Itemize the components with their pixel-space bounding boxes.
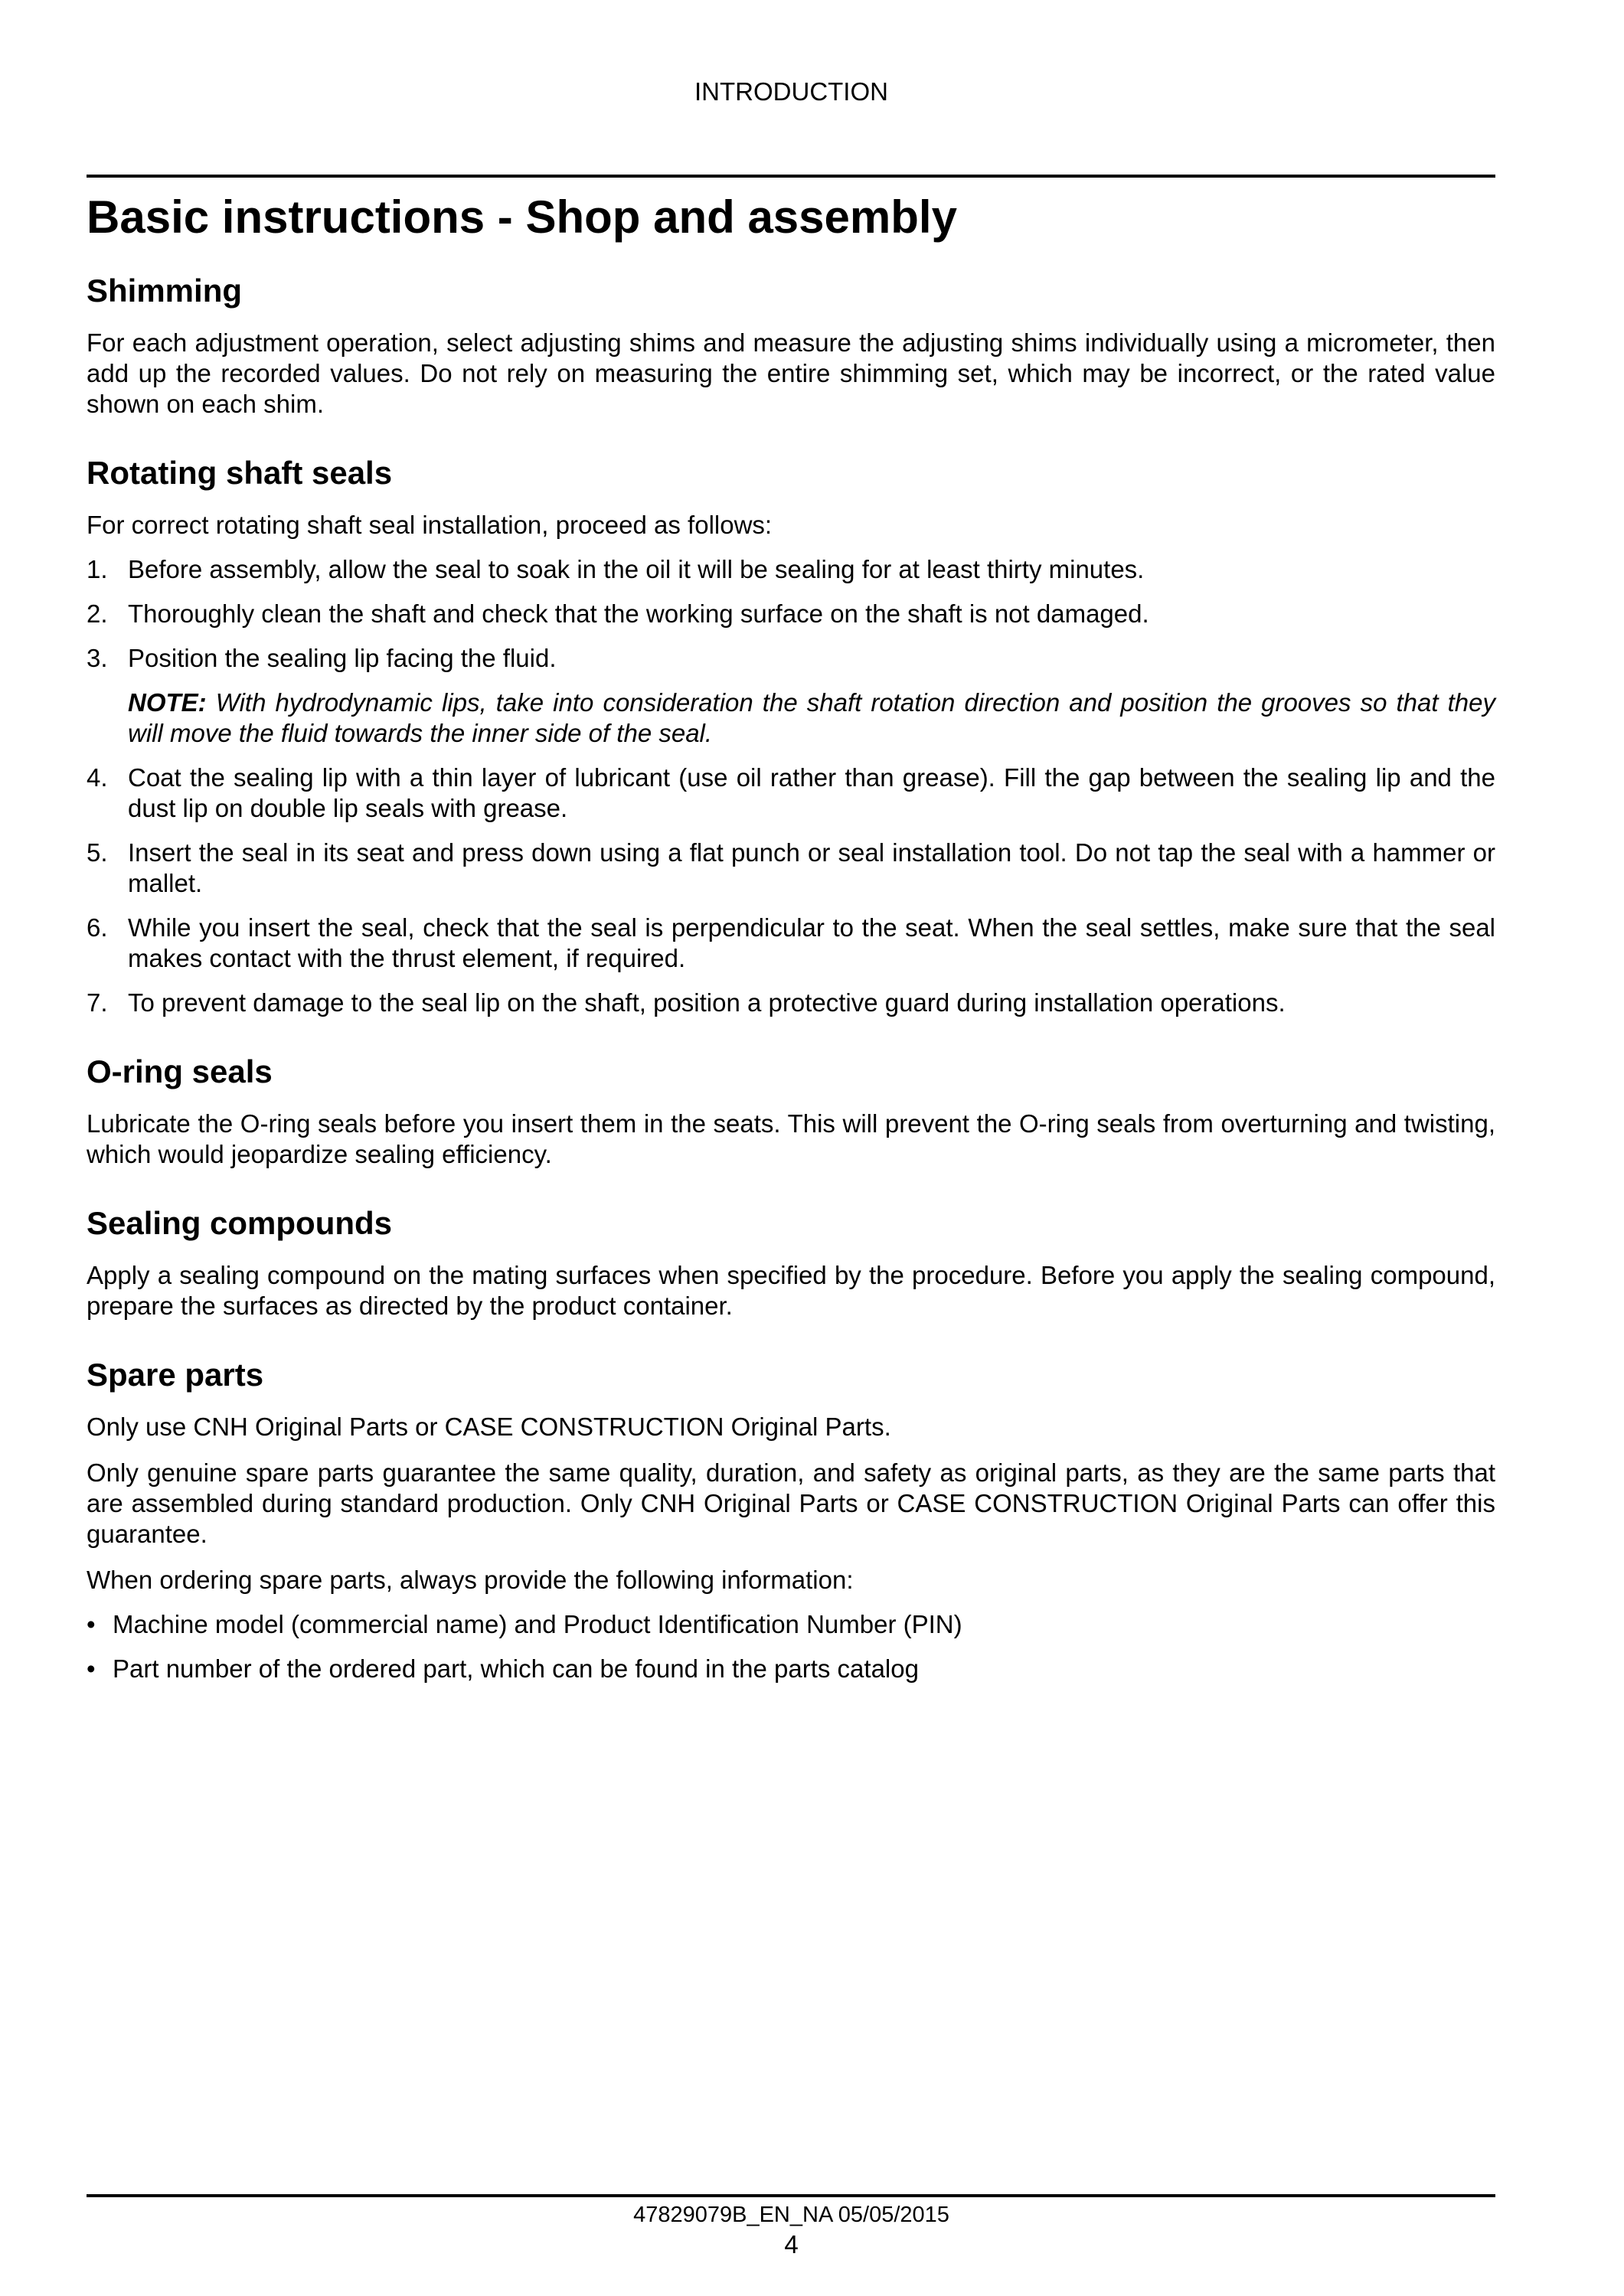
spare-parts-paragraph-3: When ordering spare parts, always provide the following information: [87, 1566, 854, 1594]
o-ring-seals-paragraph: Lubricate the O-ring seals before you insert them in the seats. This will prevent the O-ring seals from overturning and twisting, which would jeopardize sealing efficiency. [87, 1109, 1495, 1168]
step-text: While you insert the seal, check that the seal is perpendicular to the seat. When the seal settles, make sure that the seal makes contact with the thrust element, if required. [128, 913, 1495, 972]
step-text: Before assembly, allow the seal to soak in the oil it will be sealing for at least thirty minutes. [128, 555, 1145, 583]
list-item-step-5 [87, 838, 1495, 899]
bullet-icon: • [87, 1610, 96, 1638]
bullet-text: Part number of the ordered part, which can be found in the parts catalog [113, 1654, 919, 1683]
list-item-step-3 [87, 643, 1495, 674]
document-code: 47829079B_EN_NA 05/05/2015 [633, 2203, 949, 2227]
list-item [87, 1609, 1495, 1640]
page-number: 4 [784, 2230, 799, 2258]
step-number: 5. [87, 838, 108, 867]
list-item [87, 1654, 1495, 1684]
list-item-step-2 [87, 599, 1495, 629]
section-heading-rotating-shaft-seals: Rotating shaft seals [87, 455, 393, 491]
spare-parts-info-list [87, 1609, 1495, 1684]
note-label: NOTE: [128, 688, 207, 717]
shimming-paragraph: For each adjustment operation, select adjusting shims and measure the adjusting shims individually using a micrometer, then add up the recorded values. Do not rely on measuring the entire shimming set, which may be incorrect, or the rated value shown on each shim. [87, 328, 1495, 418]
step-text: Position the sealing lip facing the fluid. [128, 644, 557, 672]
step-text: To prevent damage to the seal lip on the shaft, position a protective guard during installation operations. [128, 988, 1286, 1017]
page-content [87, 178, 1495, 1684]
running-header: INTRODUCTION [694, 77, 888, 106]
step-number: 4. [87, 763, 108, 792]
list-item-step-7 [87, 988, 1495, 1018]
installation-steps-list [87, 554, 1495, 674]
spare-parts-paragraph-1: Only use CNH Original Parts or CASE CONSTRUCTION Original Parts. [87, 1413, 891, 1441]
section-heading-sealing-compounds: Sealing compounds [87, 1205, 393, 1241]
step-text: Coat the sealing lip with a thin layer of lubricant (use oil rather than grease). Fill the gap between the sealing lip and the dust lip on double lip seals with grease. [128, 763, 1495, 822]
list-item-step-1 [87, 554, 1495, 585]
footer-rule [87, 2194, 1495, 2197]
step-text: Thoroughly clean the shaft and check that the working surface on the shaft is not damaged. [128, 599, 1149, 628]
step-text: Insert the seal in its seat and press down using a flat punch or seal installation tool. Do not tap the seal with a hammer or mallet. [128, 838, 1495, 897]
bullet-text: Machine model (commercial name) and Product Identification Number (PIN) [113, 1610, 962, 1638]
bullet-icon: • [87, 1654, 96, 1683]
step-number: 6. [87, 913, 108, 942]
section-heading-o-ring-seals: O-ring seals [87, 1053, 273, 1089]
note-text: With hydrodynamic lips, take into consideration the shaft rotation direction and position the grooves so that they will move the fluid towards the inner side of the seal. [128, 688, 1495, 747]
note-callout [128, 687, 1495, 749]
step-number: 1. [87, 555, 108, 583]
page-title: Basic instructions - Shop and assembly [87, 191, 957, 243]
rotating-shaft-seals-intro: For correct rotating shaft seal installation, proceed as follows: [87, 511, 773, 539]
list-item-step-4 [87, 763, 1495, 824]
sealing-compounds-paragraph: Apply a sealing compound on the mating surfaces when specified by the procedure. Before you apply the sealing compound, prepare the surfaces as directed by the product container. [87, 1261, 1495, 1320]
section-heading-spare-parts: Spare parts [87, 1357, 264, 1393]
list-item-step-6 [87, 913, 1495, 974]
step-number: 2. [87, 599, 108, 628]
installation-steps-list-continued [87, 763, 1495, 1018]
section-heading-shimming: Shimming [87, 273, 243, 309]
step-number: 3. [87, 644, 108, 672]
step-number: 7. [87, 988, 108, 1017]
spare-parts-paragraph-2: Only genuine spare parts guarantee the same quality, duration, and safety as original parts, as they are the same parts that are assembled during standard production. Only CNH Original Parts or CASE CONSTRUCTION Original Parts can offer this guarantee. [87, 1458, 1495, 1548]
